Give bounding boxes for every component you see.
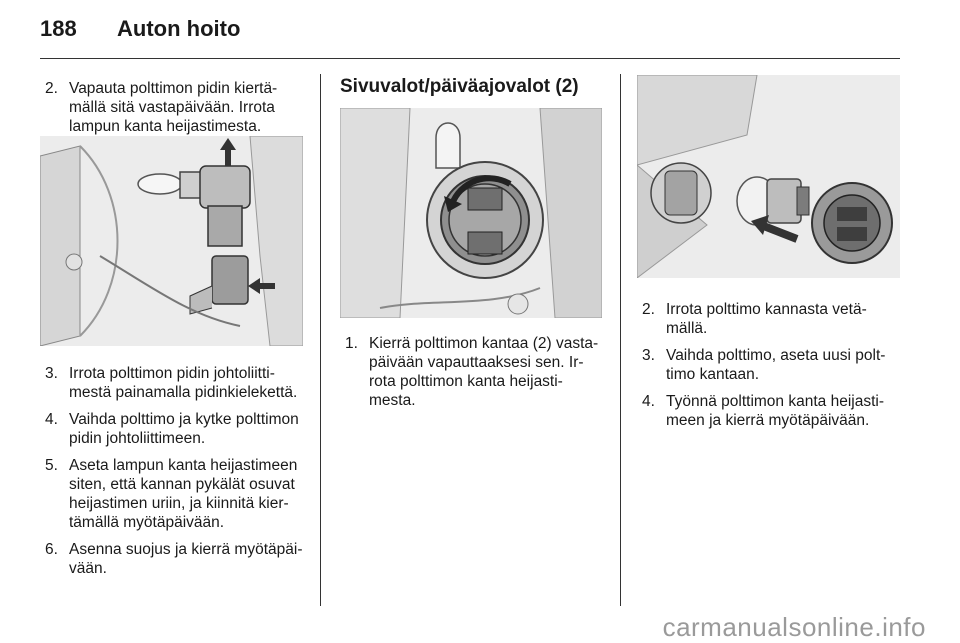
left-steps-top [45, 79, 307, 144]
step-number: 3. [45, 365, 58, 382]
step-item [45, 364, 310, 402]
step-text: Asenna suojus ja kierrä myötäpäi- vään. [69, 541, 303, 577]
step-item [45, 79, 307, 136]
step-number: 2. [45, 80, 58, 97]
step-text: Kierrä polttimon kantaa (2) vasta- päivään vapauttaaksesi sen. Ir- rota polttimon kanta heijasti- mesta. [369, 335, 599, 409]
step-number: 3. [642, 347, 655, 364]
column-divider-right [620, 74, 621, 606]
step-text: Vaihda polttimo, aseta uusi polt- timo kantaan. [666, 347, 886, 383]
left-steps-bottom [45, 364, 310, 586]
watermark: carmanualsonline.info [662, 612, 926, 642]
section-title: Sivuvalot/päiväajovalot (2) [340, 76, 579, 97]
figure-bulb-out-of-socket [637, 75, 900, 278]
step-item [45, 410, 310, 448]
step-number: 4. [45, 411, 58, 428]
step-number: 1. [345, 335, 358, 352]
step-number: 2. [642, 301, 655, 318]
column-divider-left [320, 74, 321, 606]
step-text: Vaihda polttimo ja kytke polttimon pidin johtoliittimeen. [69, 411, 299, 447]
step-item [345, 334, 607, 410]
step-item [642, 392, 904, 430]
step-number: 4. [642, 393, 655, 410]
step-number: 5. [45, 457, 58, 474]
header-divider [40, 58, 900, 59]
step-text: Aseta lampun kanta heijastimeen siten, että kannan pykälät osuvat heijastimen uriin, ja kiinnitä kier- tämällä myötäpäivään. [69, 457, 298, 531]
figure-bulb-holder-removal [40, 136, 303, 346]
page-number: 188 [40, 16, 77, 41]
page-title: Auton hoito [117, 16, 241, 41]
step-text: Irrota polttimo kannasta vetä- mällä. [666, 301, 867, 337]
figure-side-light-socket [340, 108, 602, 318]
right-steps [642, 300, 904, 438]
step-text: Vapauta polttimon pidin kiertä- mällä sitä vastapäivään. Irrota lampun kanta heijastimesta. [69, 80, 278, 135]
step-text: Irrota polttimon pidin johtoliitti- mestä painamalla pidinkielekettä. [69, 365, 298, 401]
step-item [45, 456, 310, 532]
step-number: 6. [45, 541, 58, 558]
step-item [642, 300, 904, 338]
step-item [45, 540, 310, 578]
middle-steps [345, 334, 607, 418]
step-item [642, 346, 904, 384]
step-text: Työnnä polttimon kanta heijasti- meen ja kierrä myötäpäivään. [666, 393, 884, 429]
